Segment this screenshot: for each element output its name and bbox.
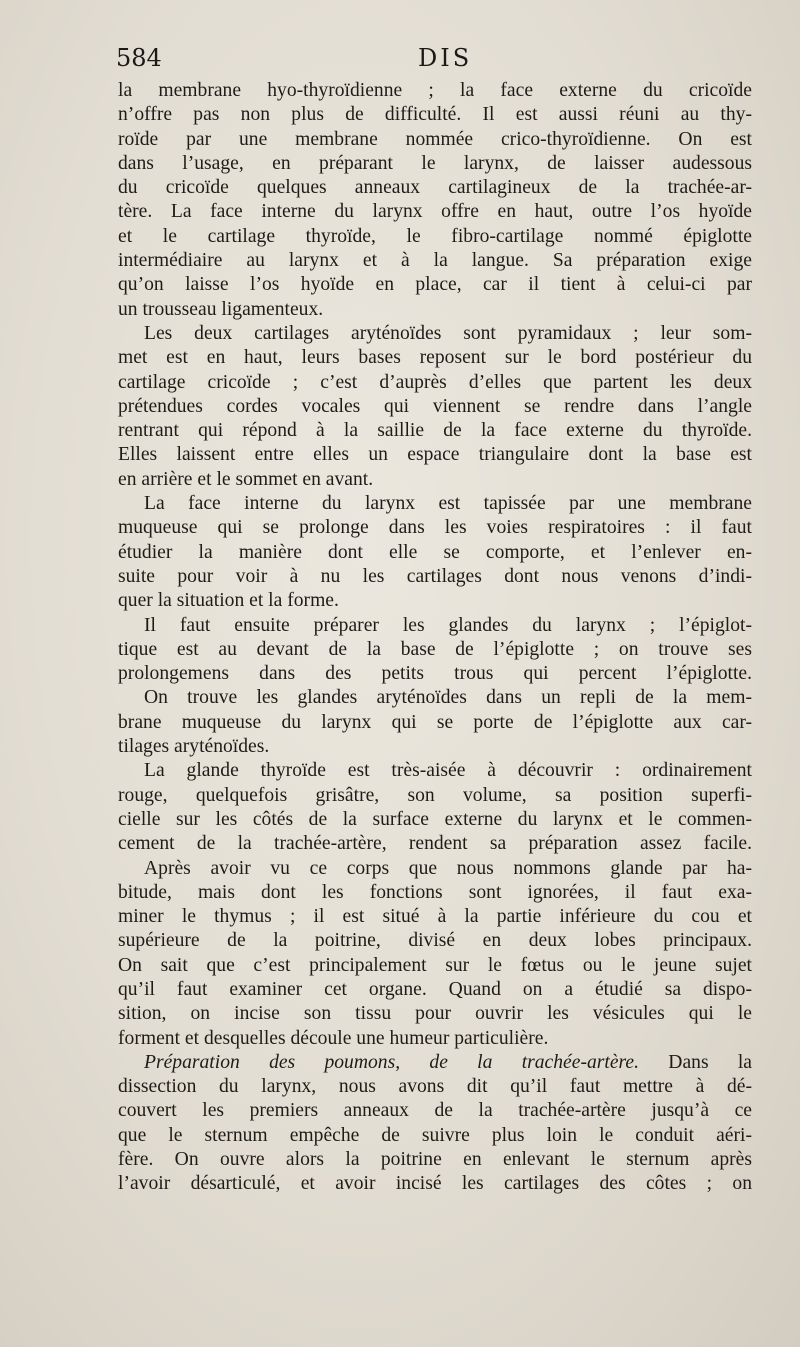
text-line: brane muqueuse du larynx qui se porte de l’épiglotte aux car- (118, 711, 752, 733)
text-line: étudier la manière dont elle se comporte, et l’enlever en- (118, 541, 752, 563)
page-number: 584 (116, 44, 162, 72)
text-line: dans l’usage, en préparant le larynx, de laisser audessous (118, 152, 752, 174)
text-line: et le cartilage thyroïde, le fibro-cartilage nommé épiglotte (118, 225, 752, 247)
text-line: un trousseau ligamenteux. (118, 298, 324, 320)
text-line: roïde par une membrane nommée crico-thyroïdienne. On est (118, 128, 752, 150)
text-line: On trouve les glandes aryténoïdes dans un repli de la mem- (144, 687, 752, 709)
text-line: cielle sur les côtés de la surface externe du larynx et le commen- (118, 808, 752, 830)
text-line: La glande thyroïde est très-aisée à découvrir : ordinairement (144, 760, 752, 782)
text-line: n’offre pas non plus de difficulté. Il est aussi réuni au thy- (118, 104, 752, 126)
text-line: met est en haut, leurs bases reposent sur le bord postérieur du (118, 347, 752, 369)
text-line: quer la situation et la forme. (118, 590, 339, 612)
text-line: tilages aryténoïdes. (118, 736, 270, 758)
text-line: On sait que c’est principalement sur le fœtus ou le jeune sujet (118, 954, 752, 976)
text-line: la membrane hyo-thyroïdienne ; la face externe du cricoïde (118, 80, 752, 101)
text-line: tère. La face interne du larynx offre en haut, outre l’os hyoïde (118, 201, 752, 223)
text-line: qu’on laisse l’os hyoïde en place, car il tient à celui-ci par (118, 274, 752, 296)
text-line-section-heading (118, 1051, 752, 1075)
text-line: Les deux cartilages aryténoïdes sont pyramidaux ; leur som- (144, 322, 752, 344)
text-line: Il faut ensuite préparer les glandes du larynx ; l’épiglot- (144, 614, 752, 636)
text-line: rouge, quelquefois grisâtre, son volume, sa position superfi- (118, 784, 752, 806)
text-line: dissection du larynx, nous avons dit qu’il faut mettre à dé- (118, 1076, 752, 1098)
text-line-tail: Dans la (639, 1051, 752, 1073)
text-line: muqueuse qui se prolonge dans les voies respiratoires : il faut (118, 517, 752, 539)
text-line: intermédiaire au larynx et à la langue. Sa préparation exige (118, 250, 752, 272)
text-line: que le sternum empêche de suivre plus loin le conduit aéri- (118, 1124, 752, 1146)
text-line: cartilage cricoïde ; c’est d’auprès d’elles que partent les deux (118, 371, 752, 393)
text-line: Après avoir vu ce corps que nous nommons glande par ha- (144, 857, 752, 879)
running-head: DIS (418, 44, 473, 72)
text-line: La face interne du larynx est tapissée par une membrane (144, 493, 752, 515)
text-line: du cricoïde quelques anneaux cartilagineux de la trachée-ar- (118, 177, 752, 199)
text-line: l’avoir désarticulé, et avoir incisé les cartilages des côtes ; on (118, 1173, 752, 1195)
text-line: couvert les premiers anneaux de la trachée-artère jusqu’à ce (118, 1100, 752, 1122)
text-line: fère. On ouvre alors la poitrine en enlevant le sternum après (118, 1149, 752, 1171)
text-line: rentrant qui répond à la saillie de la face externe du thyroïde. (118, 420, 752, 442)
text-line: forment et desquelles découle une humeur particulière. (118, 1027, 549, 1049)
text-line: prétendues cordes vocales qui viennent se rendre dans l’angle (118, 395, 752, 417)
page-header (116, 44, 756, 78)
text-line: suite pour voir à nu les cartilages dont nous venons d’indi- (118, 565, 752, 587)
text-line: en arrière et le sommet en avant. (118, 468, 374, 490)
text-line: qu’il faut examiner cet organe. Quand on a étudié sa dispo- (118, 978, 752, 1000)
text-line: prolongemens dans des petits trous qui percent l’épiglotte. (118, 663, 752, 685)
text-line: supérieure de la poitrine, divisé en deux lobes principaux. (118, 930, 752, 952)
text-line: bitude, mais dont les fonctions sont ignorées, il faut exa- (118, 881, 752, 903)
text-line: tique est au devant de la base de l’épiglotte ; on trouve ses (118, 638, 752, 660)
text-line: Elles laissent entre elles un espace triangulaire dont la base est (118, 444, 752, 466)
body-text (118, 79, 752, 1197)
text-line: sition, on incise son tissu pour ouvrir les vésicules qui le (118, 1003, 752, 1025)
text-line: miner le thymus ; il est situé à la partie inférieure du cou et (118, 906, 752, 928)
text-line: cement de la trachée-artère, rendent sa préparation assez facile. (118, 833, 752, 855)
section-heading: Préparation des poumons, de la trachée-artère. (144, 1051, 640, 1073)
